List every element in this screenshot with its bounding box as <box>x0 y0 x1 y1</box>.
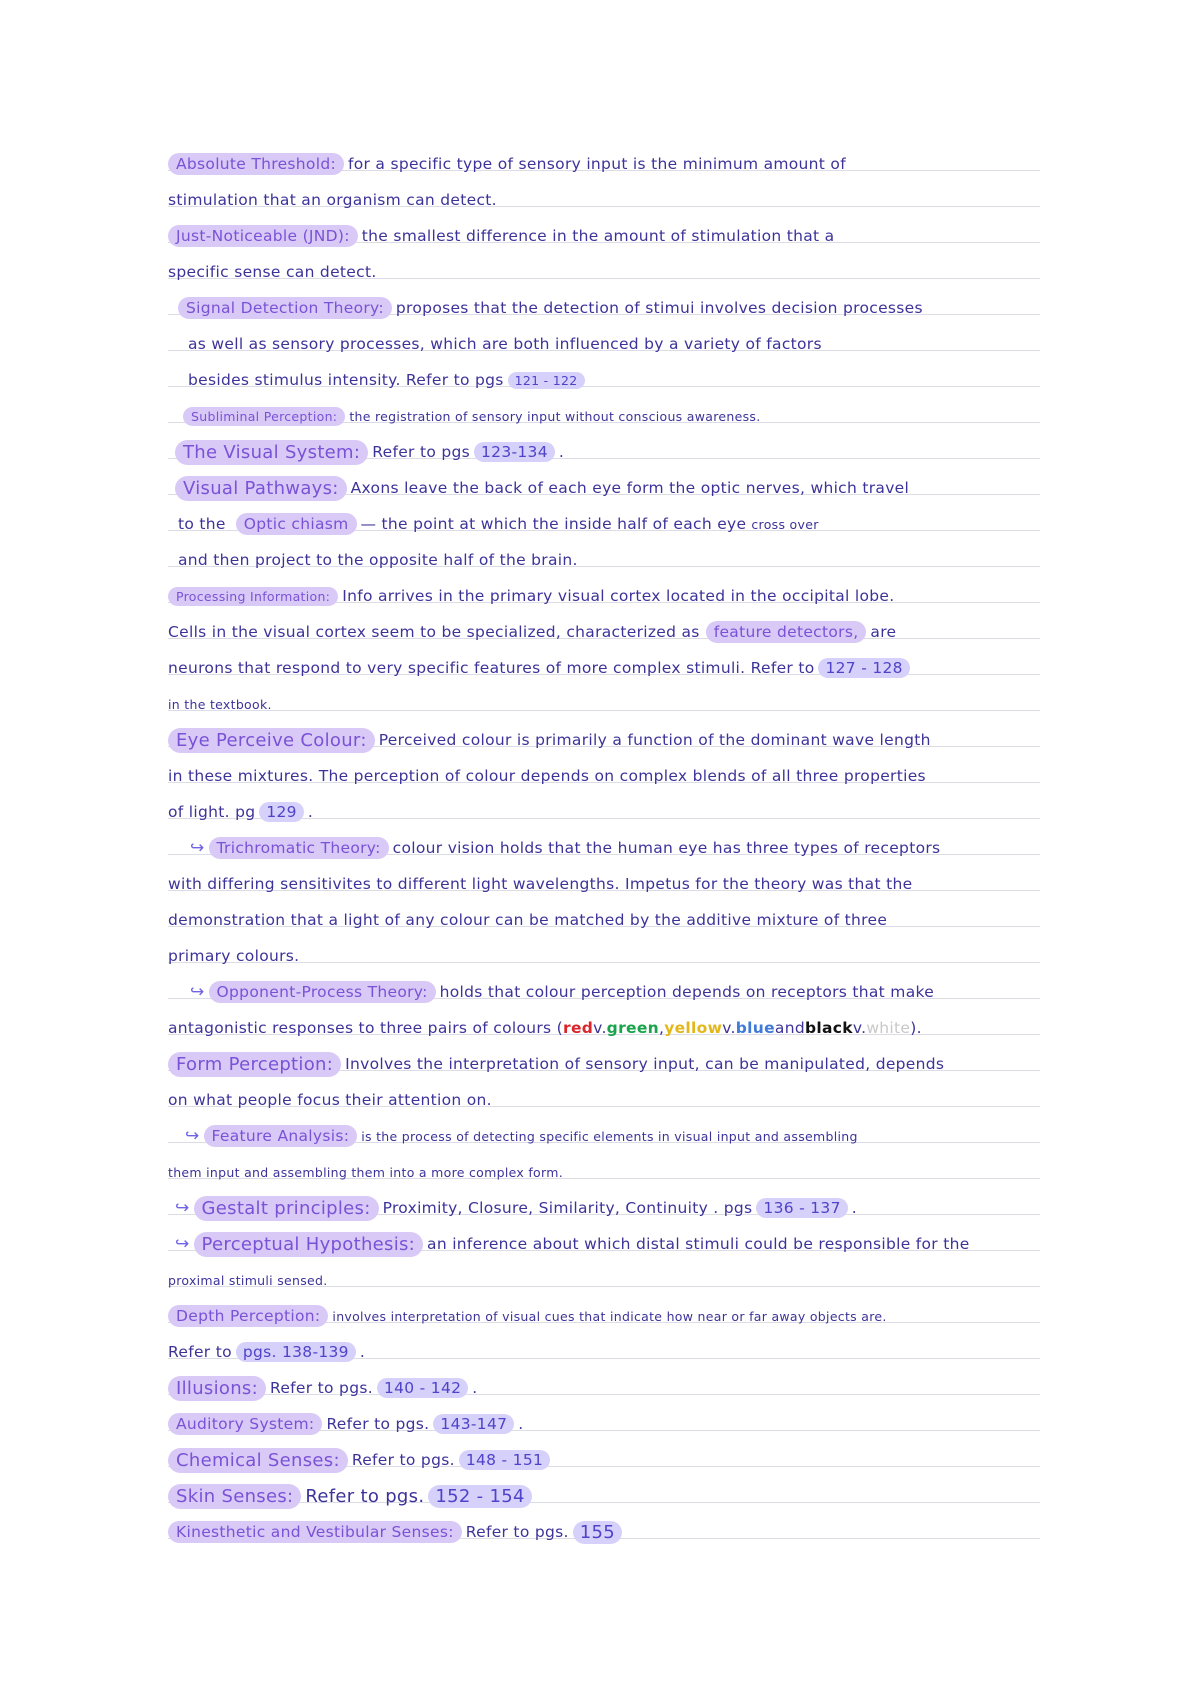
note-line <box>175 1193 1075 1223</box>
page-reference: 136 - 137 <box>756 1198 847 1218</box>
note-line <box>185 1121 1085 1151</box>
punctuation: . <box>558 443 565 461</box>
term-chemical-senses: Chemical Senses: <box>168 1448 348 1473</box>
note-line <box>175 473 1075 503</box>
note-line <box>175 437 1075 467</box>
colour-word-red: red <box>563 1019 594 1037</box>
arrow-icon: ↪ <box>190 982 205 1002</box>
note-line <box>168 1409 1068 1439</box>
definition-text: holds that colour perception depends on receptors that make <box>439 983 935 1001</box>
page-reference: 127 - 128 <box>818 658 909 678</box>
note-line <box>175 1229 1075 1259</box>
note-line <box>168 149 1068 179</box>
term-processing-information: Processing Information: <box>168 587 338 606</box>
term-jnd: Just-Noticeable (JND): <box>168 225 358 247</box>
term-skin-senses: Skin Senses: <box>168 1484 301 1509</box>
term-trichromatic-theory: Trichromatic Theory: <box>209 837 389 859</box>
definition-text: Axons leave the back of each eye form the optic nerves, which travel <box>350 479 910 497</box>
page-reference: 155 <box>573 1521 622 1544</box>
note-line <box>168 1517 1068 1547</box>
definition-text: Refer to pgs. <box>465 1523 569 1541</box>
arrow-icon: ↪ <box>190 838 205 858</box>
definition-text: for a specific type of sensory input is the minimum amount of <box>347 155 846 173</box>
definition-text: colour vision holds that the human eye has three types of receptors <box>392 839 941 857</box>
term-feature-analysis: Feature Analysis: <box>204 1125 358 1147</box>
definition-text: demonstration that a light of any colour can be matched by the additive mixture of three <box>168 911 888 929</box>
note-line <box>168 689 1068 719</box>
definition-text: cross over <box>751 516 819 532</box>
definition-text: them input and assembling them into a more complex form. <box>168 1164 563 1180</box>
definition-text: Info arrives in the primary visual cortex located in the occipital lobe. <box>342 587 895 605</box>
term-feature-detectors: feature detectors, <box>706 621 867 643</box>
colour-word-black: black <box>804 1019 853 1037</box>
definition-text: with differing sensitivites to different light wavelengths. Impetus for the theory was that the <box>168 875 913 893</box>
page-reference: 121 - 122 <box>508 372 585 389</box>
note-line <box>168 1157 1068 1187</box>
note-line <box>168 1481 1068 1511</box>
definition-text: antagonistic responses to three pairs of colours ( <box>168 1019 564 1037</box>
term-subliminal-perception: Subliminal Perception: <box>183 407 345 426</box>
note-line <box>168 725 1068 755</box>
term-absolute-threshold: Absolute Threshold: <box>168 153 344 175</box>
definition-text: besides stimulus intensity. Refer to pgs <box>188 371 504 389</box>
punctuation: . <box>359 1343 366 1361</box>
term-depth-perception: Depth Perception: <box>168 1305 328 1327</box>
note-line <box>168 1373 1068 1403</box>
definition-text: Proximity, Closure, Similarity, Continuity . pgs <box>382 1199 753 1217</box>
definition-text: Refer to <box>168 1343 232 1361</box>
definition-text: involves interpretation of visual cues that indicate how near or far away objects are. <box>332 1308 887 1324</box>
punctuation: . <box>518 1415 524 1433</box>
arrow-icon: ↪ <box>185 1126 200 1146</box>
definition-text: proximal stimuli sensed. <box>168 1272 328 1288</box>
definition-text: Cells in the visual cortex seem to be specialized, characterized as <box>168 623 700 641</box>
term-visual-pathways: Visual Pathways: <box>175 476 347 501</box>
term-eye-perceive-colour: Eye Perceive Colour: <box>168 728 375 753</box>
punctuation: . <box>307 803 314 821</box>
definition-text: stimulation that an organism can detect. <box>168 191 497 209</box>
definition-text: the smallest difference in the amount of stimulation that a <box>361 227 835 245</box>
note-line <box>188 329 1088 359</box>
note-line <box>168 869 1068 899</box>
page-reference: pgs. 138-139 <box>236 1342 356 1362</box>
note-line <box>168 1049 1068 1079</box>
term-form-perception: Form Perception: <box>168 1052 341 1077</box>
arrow-icon: ↪ <box>175 1198 190 1218</box>
definition-text: the registration of sensory input without conscious awareness. <box>349 408 761 424</box>
definition-text: — the point at which the inside half of each eye <box>360 515 747 533</box>
colour-word-green: green <box>606 1019 659 1037</box>
definition-text: as well as sensory processes, which are both influenced by a variety of factors <box>188 335 822 353</box>
definition-text: of light. pg <box>168 803 256 821</box>
definition-text: in the textbook. <box>168 696 272 712</box>
term-perceptual-hypothesis: Perceptual Hypothesis: <box>194 1232 424 1257</box>
page-reference: 140 - 142 <box>377 1378 468 1398</box>
note-line <box>168 653 1068 683</box>
note-line <box>168 1085 1068 1115</box>
term-illusions: Illusions: <box>168 1376 266 1401</box>
note-line <box>168 797 1068 827</box>
page-reference: 143-147 <box>433 1414 514 1434</box>
note-line <box>168 257 1068 287</box>
note-line <box>178 293 1078 323</box>
punctuation: . <box>472 1379 478 1397</box>
term-optic-chiasm: Optic chiasm <box>236 513 357 535</box>
note-line <box>178 509 1078 539</box>
page-reference: 123-134 <box>474 442 555 462</box>
definition-text: v. <box>852 1019 867 1037</box>
definition-text: v. <box>593 1019 607 1037</box>
definition-text: Perceived colour is primarily a function of the dominant wave length <box>378 731 931 749</box>
definition-text: Refer to pgs <box>372 443 470 461</box>
definition-text: Refer to pgs. <box>326 1415 430 1433</box>
definition-text: Refer to pgs. <box>269 1379 373 1397</box>
term-gestalt-principles: Gestalt principles: <box>194 1196 379 1221</box>
note-line <box>168 905 1068 935</box>
note-line <box>168 941 1068 971</box>
term-visual-system: The Visual System: <box>175 440 368 465</box>
colour-word-white: white <box>866 1019 911 1037</box>
note-line <box>168 1445 1068 1475</box>
note-line <box>188 365 1088 395</box>
punctuation: . <box>851 1199 857 1217</box>
note-line <box>168 581 1068 611</box>
colour-word-blue: blue <box>735 1019 775 1037</box>
note-line <box>183 401 1083 431</box>
note-line <box>178 545 1078 575</box>
page-reference: 152 - 154 <box>428 1485 531 1508</box>
definition-text: proposes that the detection of stimui involves decision processes <box>395 299 923 317</box>
definition-text: in these mixtures. The perception of colour depends on complex blends of all three properties <box>168 767 926 785</box>
definition-text: neurons that respond to very specific features of more complex stimuli. Refer to <box>168 659 815 677</box>
note-line <box>168 617 1068 647</box>
definition-text: an inference about which distal stimuli could be responsible for the <box>427 1235 970 1253</box>
definition-text: Refer to pgs. <box>305 1485 425 1507</box>
note-line <box>168 1013 1068 1043</box>
note-line <box>168 761 1068 791</box>
term-opponent-process-theory: Opponent-Process Theory: <box>209 981 436 1003</box>
term-auditory-system: Auditory System: <box>168 1413 322 1435</box>
definition-text: is the process of detecting specific elements in visual input and assembling <box>361 1128 858 1144</box>
page-reference: 148 - 151 <box>459 1450 550 1470</box>
definition-text: Involves the interpretation of sensory input, can be manipulated, depends <box>345 1055 945 1073</box>
note-line <box>168 221 1068 251</box>
definition-text: specific sense can detect. <box>168 263 377 281</box>
definition-text: , <box>658 1019 665 1037</box>
page-reference: 129 <box>259 802 304 822</box>
note-line <box>168 185 1068 215</box>
term-signal-detection: Signal Detection Theory: <box>178 297 392 319</box>
term-kinesthetic-vestibular: Kinesthetic and Vestibular Senses: <box>168 1521 462 1543</box>
punctuation: ). <box>910 1019 922 1037</box>
definition-text: primary colours. <box>168 947 300 965</box>
note-line <box>190 833 1090 863</box>
definition-text: on what people focus their attention on. <box>168 1091 492 1109</box>
arrow-icon: ↪ <box>175 1234 190 1254</box>
note-line <box>168 1301 1068 1331</box>
definition-text: to the <box>178 515 226 533</box>
definition-text: are <box>870 623 897 641</box>
definition-text: and <box>774 1019 805 1037</box>
colour-word-yellow: yellow <box>664 1019 723 1037</box>
definition-text: and then project to the opposite half of the brain. <box>178 551 578 569</box>
definition-text: Refer to pgs. <box>351 1451 455 1469</box>
definition-text: v. <box>722 1019 736 1037</box>
note-line <box>190 977 1090 1007</box>
note-line <box>168 1337 1068 1367</box>
note-line <box>168 1265 1068 1295</box>
